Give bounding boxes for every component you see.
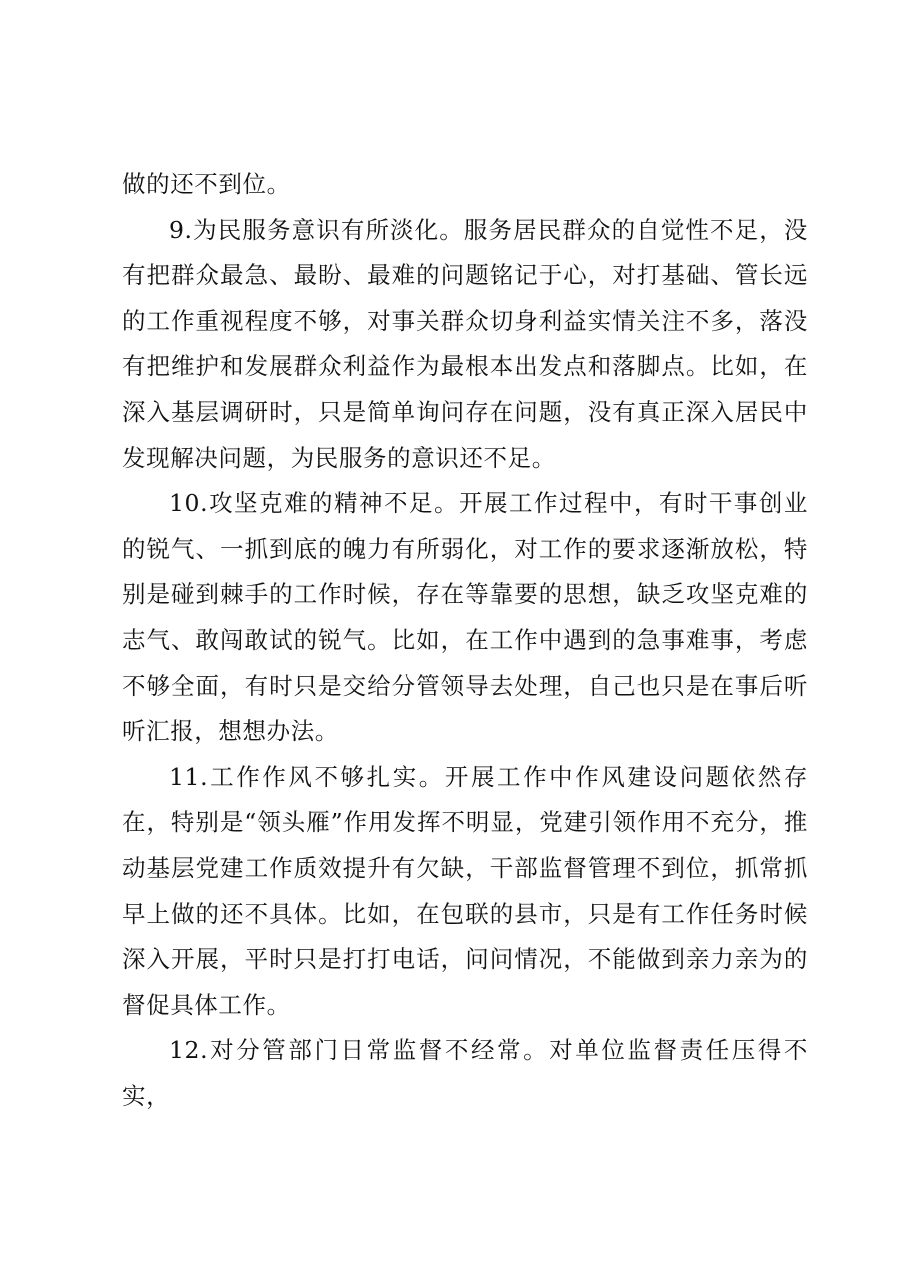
paragraph-item-12: 12.对分管部门日常监督不经常。对单位监督责任压得不实， [122,1036,808,1110]
paragraph-item-9: 9.为民服务意识有所淡化。服务居民群众的自觉性不足，没有把群众最急、最盼、最难的问题铭记于心，对打基础、管长远的工作重视程度不够，对事关群众切身利益实情关注不多，落没有把维护和发展群众利益作为最根本出发点和落脚点。比如，在深入基层调研时，只是简单询问存在问题，没有真正深入居民中发现解决问题，为民服务的意识还不足。 [122,215,808,472]
paragraph-item-11: 11.工作作风不够扎实。开展工作中作风建设问题依然存在，特别是“领头雁”作用发挥不明显，党建引领作用不充分，推动基层党建工作质效提升有欠缺，干部监督管理不到位，抓常抓早上做的还不具体。比如，在包联的县市，只是有工作任务时候深入开展，平时只是打打电话，问问情况，不能做到亲力亲为的督促具体工作。 [122,762,808,1019]
paragraph-continuation: 做的还不到位。 [122,170,291,198]
paragraph-item-10: 10.攻坚克难的精神不足。开展工作过程中，有时干事创业的锐气、一抓到底的魄力有所弱化，对工作的要求逐渐放松，特别是碰到棘手的工作时候，存在等靠要的思想，缺乏攻坚克难的志气、敢闯敢试的锐气。比如，在工作中遇到的急事难事，考虑不够全面，有时只是交给分管领导去处理，自己也只是在事后听听汇报，想想办法。 [122,489,808,746]
document-body [122,162,808,1119]
